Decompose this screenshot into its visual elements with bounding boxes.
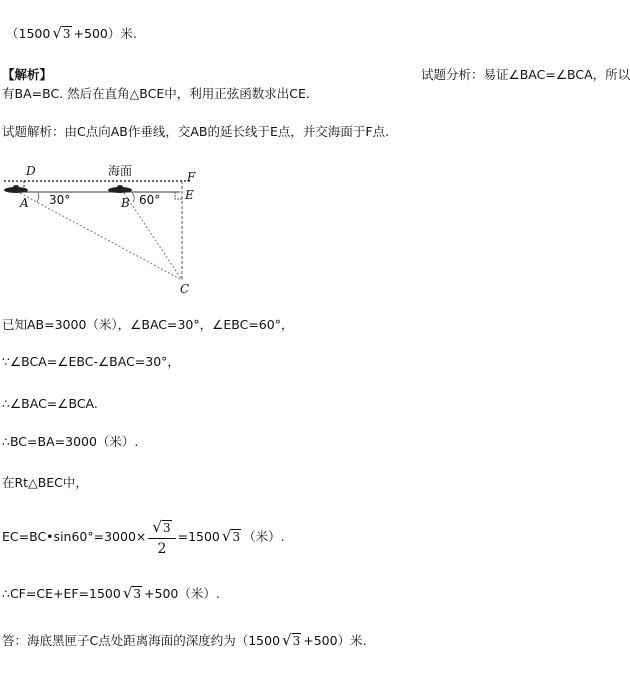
step-right-triangle: 在Rt△BEC中， <box>2 475 88 490</box>
label-b: B <box>121 196 130 210</box>
analysis-heading: 【解析】 <box>2 67 53 82</box>
sqrt-symbol: √3 <box>221 527 241 545</box>
step-cf-formula: ∴CF=CE+EF=1500 √3 +500（米）. <box>2 584 220 602</box>
sqrt-symbol: √3 <box>282 631 301 649</box>
step-ec-formula: EC=BC•sin60°=3000× $\frac{√3}{2}$ =1500 √3 （米）. <box>2 515 285 559</box>
top-suffix: +500）米. <box>73 26 137 41</box>
step-given: 已知AB=3000（米），∠BAC=30°，∠EBC=60°， <box>2 317 294 332</box>
label-d: D <box>26 164 36 178</box>
solution-intro: 试题解析：由C点向AB作垂线，交AB的延长线于E点，并交海面于F点. <box>2 124 390 139</box>
angle-a-arc <box>37 193 39 202</box>
right-angle-mark <box>175 192 182 199</box>
step-equal-angles: ∴∠BAC=∠BCA. <box>2 396 98 411</box>
analysis-hint: 试题分析：易证∠BAC=∠BCA，所以 <box>421 67 630 82</box>
label-c: C <box>180 282 190 296</box>
step-bc-equals-ba: ∴BC=BA=3000（米）. <box>2 434 139 449</box>
geometry-diagram <box>0 155 200 300</box>
sqrt-symbol: √3 <box>52 24 71 42</box>
fraction-sqrt3-over-2: $\frac{√3}{2}$ <box>148 517 175 559</box>
angle-b-label: 60° <box>139 193 161 207</box>
answer-line: 答：海底黑匣子C点处距离海面的深度约为（1500 √3 +500）米. <box>2 631 367 649</box>
top-result-line <box>6 24 137 43</box>
label-e: E <box>185 188 194 202</box>
sea-label: 海面 <box>108 164 133 178</box>
top-prefix: （1500 <box>6 26 51 41</box>
step-angle-bca: ∵∠BCA=∠EBC-∠BAC=30°， <box>2 354 180 369</box>
label-f: F <box>187 170 196 184</box>
angle-b-arc <box>132 193 134 202</box>
label-a: A <box>20 196 29 210</box>
analysis-line2: 有BA=BC. 然后在直角△BCE中，利用正弦函数求出CE. <box>2 86 310 101</box>
angle-a-label: 30° <box>49 193 71 207</box>
sqrt-symbol: √3 <box>122 584 142 602</box>
